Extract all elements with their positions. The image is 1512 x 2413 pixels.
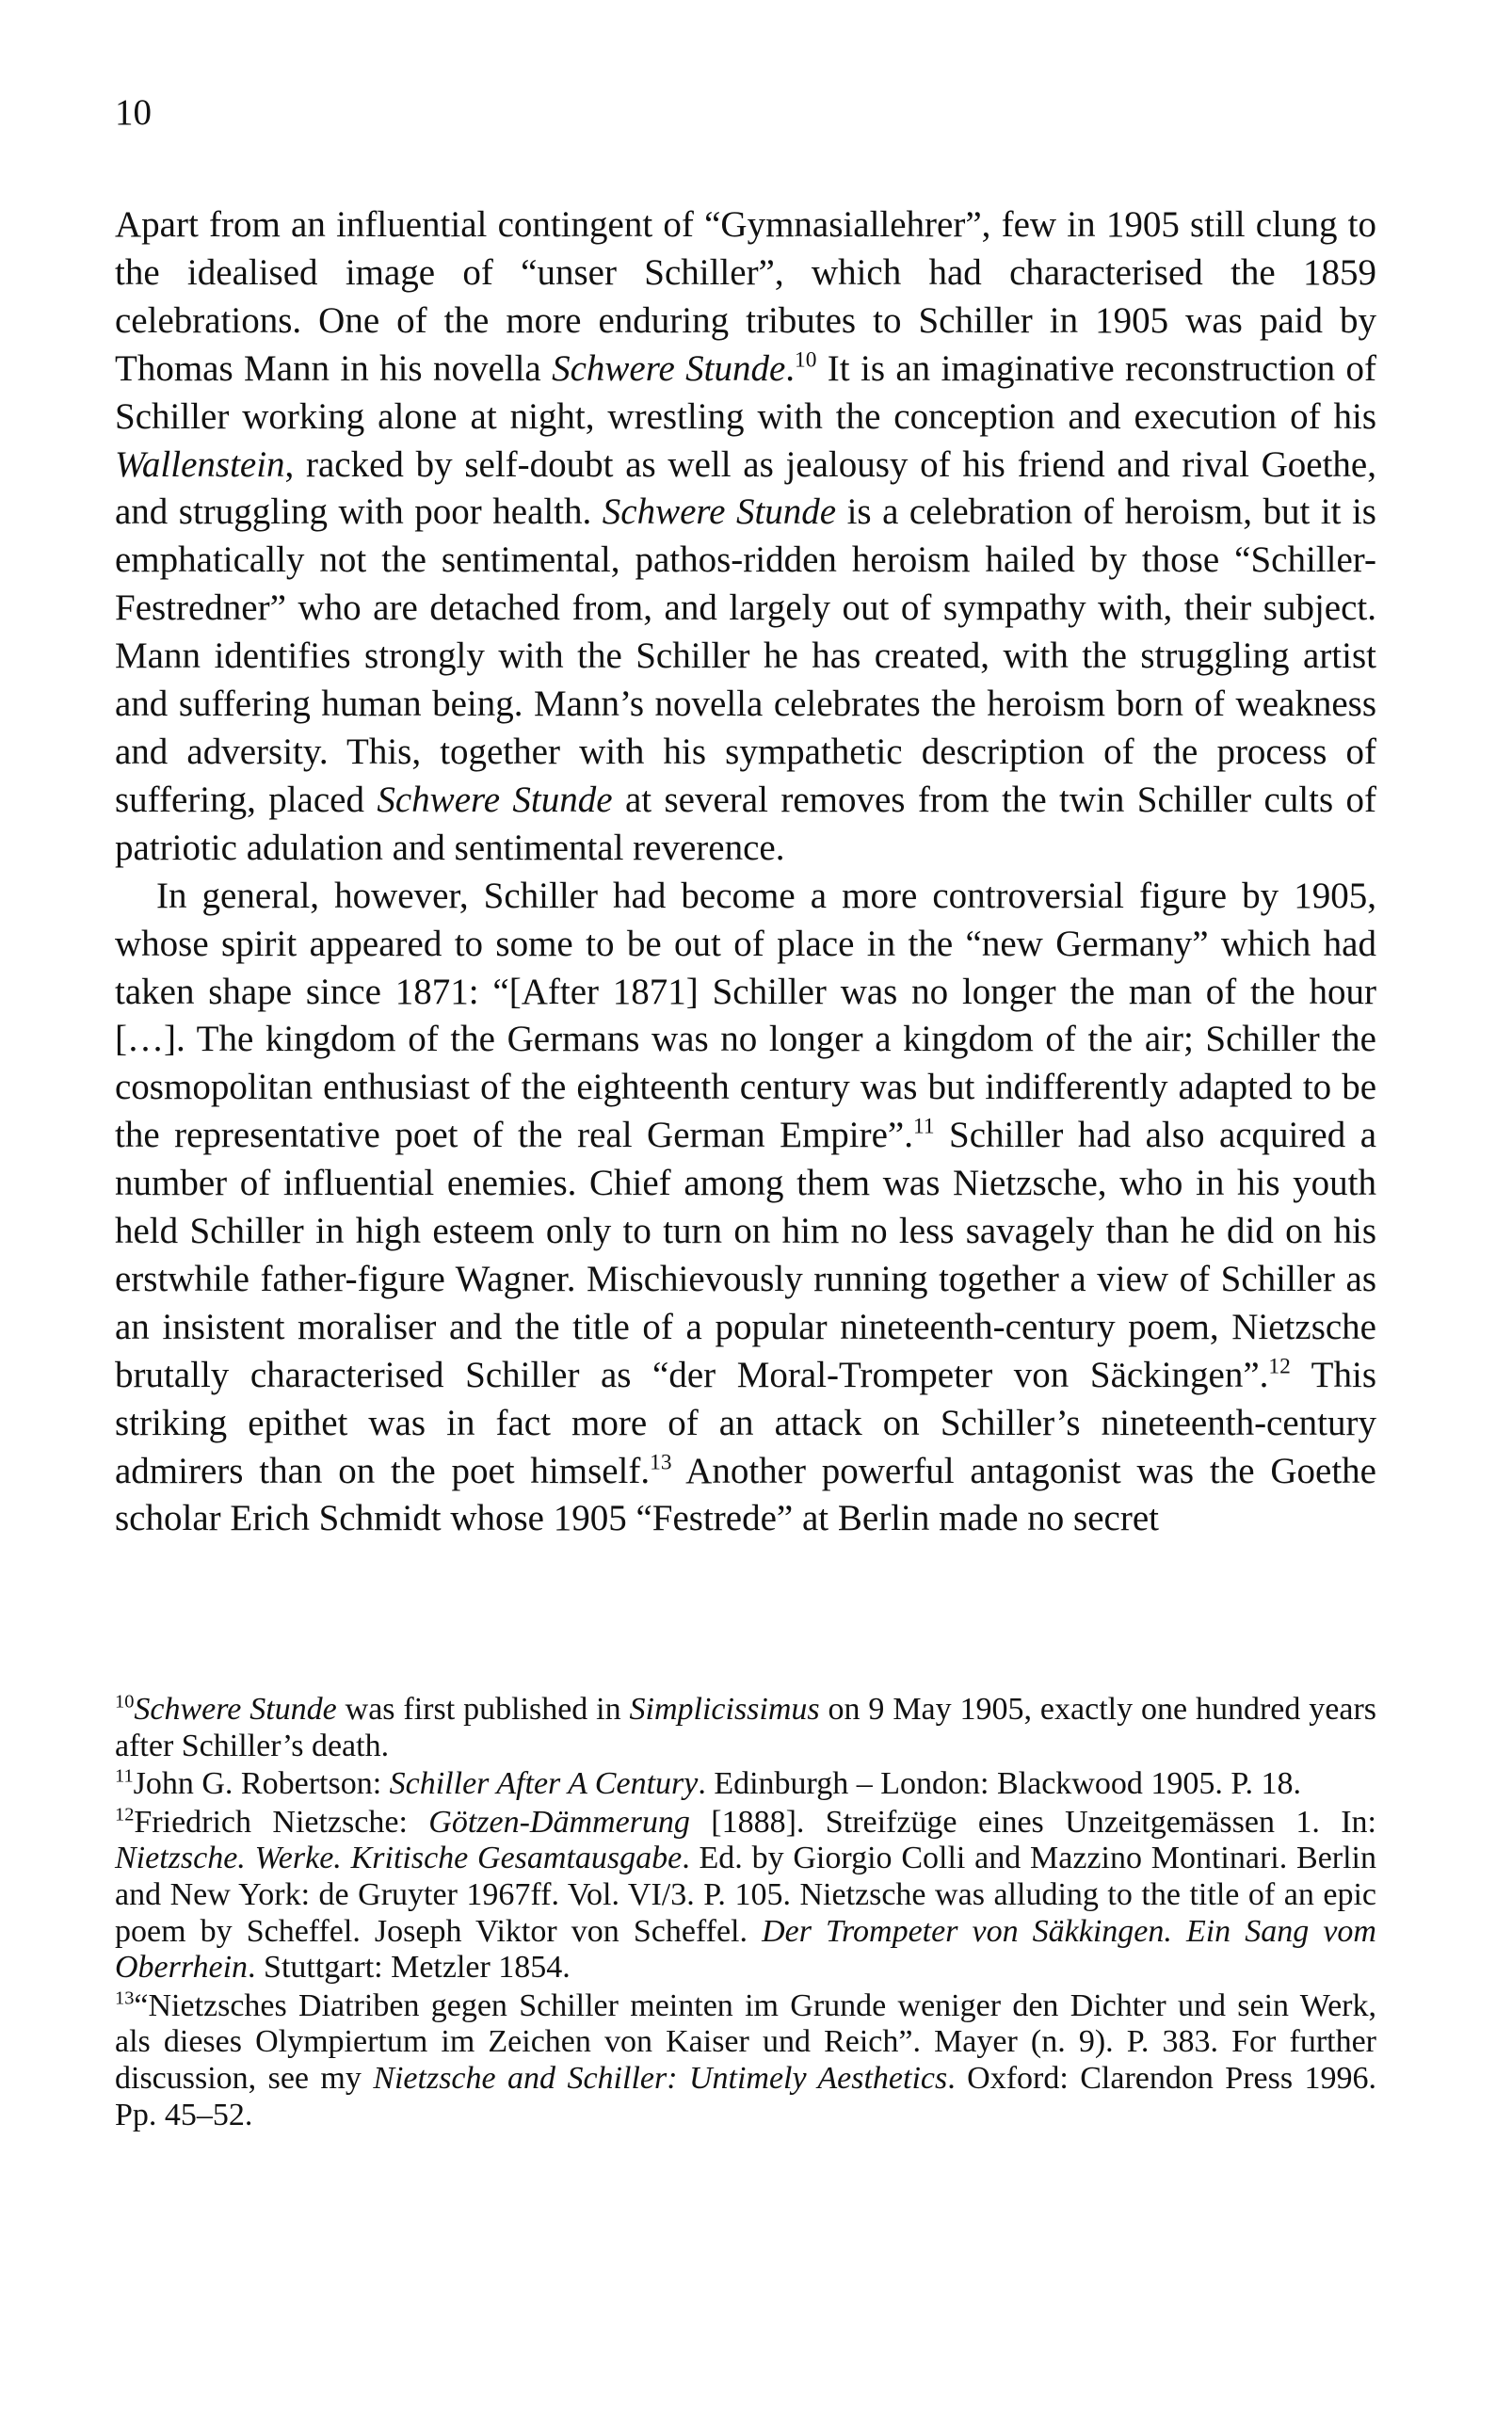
text-run: Friedrich Nietzsche: bbox=[134, 1804, 429, 1840]
italic-title: Der Trompeter von Säkkingen. Ein Sang vom Oberrhein bbox=[115, 1913, 1376, 1986]
footnote-number: 13 bbox=[115, 1987, 135, 2009]
footnote-13 bbox=[115, 1988, 1376, 2133]
text-run: . Edinburgh – London: Blackwood 1905. P. 18. bbox=[698, 1766, 1301, 1802]
footnote-ref-10[interactable]: 10 bbox=[795, 347, 817, 373]
text-run: was first published in bbox=[336, 1692, 630, 1727]
text-run: Apart from an influential contingent of “Gymnasiallehrer”, few in 1905 still clung to the idealised image of “unser Schiller”, which had characterised the 1859 celebrations. One of the more enduring tributes to Schiller in 1905 was paid by Thomas Mann in his novella bbox=[115, 204, 1376, 389]
paragraph-2 bbox=[115, 873, 1376, 1544]
footnote-number: 12 bbox=[115, 1804, 135, 1826]
text-run: is a celebration of heroism, but it is emphatically not the sentimental, pathos-ridden heroism hailed by those “Schiller-Festredner” who are detached from, and largely out of sympathy with, their subject. Mann identifies strongly with the Schiller he has created, with the struggling artist and suffering human being. Mann’s novella celebrates the heroism born of weakness and adversity. This, together with his sympathetic description of the process of suffering, placed bbox=[115, 491, 1376, 820]
footnote-number: 11 bbox=[115, 1765, 134, 1787]
paragraph-1 bbox=[115, 201, 1376, 873]
text-run: at several removes from the twin Schiller cults of patriotic adulation and sentimental reverence. bbox=[115, 779, 1376, 868]
footnotes bbox=[115, 1692, 1376, 2135]
footnote-ref-12[interactable]: 12 bbox=[1268, 1354, 1291, 1379]
italic-title: Schwere Stunde bbox=[377, 779, 613, 820]
main-text bbox=[115, 201, 1376, 1543]
text-run: Schiller had also acquired a number of influential enemies. Chief among them was Nietzsche, who in his youth held Schiller in high esteem only to turn on him no less savagely than he did on his erstwhile father-figure Wagner. Mischievously running together a view of Schiller as an insistent moraliser and the title of a popular nineteenth-century poem, Nietzsche brutally characterised Schiller as “der Moral-Trompeter von Säckingen”. bbox=[115, 1115, 1376, 1395]
italic-title: Schwere Stunde bbox=[602, 491, 837, 533]
text-run: This striking epithet was in fact more of an attack on Schiller’s nineteenth-century admirers than on the poet himself. bbox=[115, 1354, 1376, 1491]
text-run: “Nietzsches Diatriben gegen Schiller meinten im Grunde weniger den Dichter und sein Werk, als dieses Olympiertum im Zeichen von Kaiser und Reich”. Mayer (n. 9). P. 383. For further discussion, see my bbox=[115, 1987, 1376, 2096]
text-run: . Oxford: Clarendon Press 1996. Pp. 45–52. bbox=[115, 2060, 1376, 2132]
text-run: In general, however, Schiller had become a more controversial figure by 1905, whose spirit appeared to some to be out of place in the “new Germany” which had taken shape since 1871: “[After 1871] Schiller was no longer the man of the hour […]. The kingdom of the Germans was no longer a kingdom of the air; Schiller the cosmopolitan enthusiast of the eighteenth century was but indifferently adapted to be the representative poet of the real German Empire”. bbox=[115, 875, 1376, 1156]
italic-title: Schwere Stunde bbox=[134, 1692, 337, 1727]
italic-title: Schiller After A Century bbox=[389, 1766, 699, 1802]
text-run: . Ed. by Giorgio Colli and Mazzino Montinari. Berlin and New York: de Gruyter 1967ff. Vol. VI/3. P. 105. Nietzsche was alluding to the title of an epic poem by Scheffel. Joseph Viktor von Scheffel. bbox=[115, 1841, 1377, 1949]
footnote-12 bbox=[115, 1805, 1376, 1987]
text-run: It is an imaginative reconstruction of Schiller working alone at night, wrestling with the conception and execution of his bbox=[115, 347, 1376, 437]
footnote-10 bbox=[115, 1692, 1376, 1764]
text-run: on 9 May 1905, exactly one hundred years after Schiller’s death. bbox=[115, 1692, 1376, 1763]
text-run: . Stuttgart: Metzler 1854. bbox=[248, 1950, 571, 1986]
footnote-11 bbox=[115, 1766, 1376, 1803]
text-run: , racked by self-doubt as well as jealousy of his friend and rival Goethe, and struggling with poor health. bbox=[115, 443, 1376, 533]
italic-title: Nietzsche. Werke. Kritische Gesamtausgabe bbox=[115, 1841, 683, 1876]
italic-title: Simplicissimus bbox=[629, 1692, 820, 1727]
text-run: Another powerful antagonist was the Goethe scholar Erich Schmidt whose 1905 “Festrede” at Berlin made no secret bbox=[115, 1450, 1376, 1539]
italic-title: Götzen-Dämmerung bbox=[428, 1804, 690, 1840]
footnote-number: 10 bbox=[115, 1691, 135, 1713]
text-run: John G. Robertson: bbox=[133, 1766, 390, 1802]
text-run: [1888]. Streifzüge eines Unzeitgemässen 1. In: bbox=[689, 1804, 1376, 1840]
italic-title: Nietzsche and Schiller: Untimely Aesthetics bbox=[373, 2060, 948, 2096]
italic-title: Schwere Stunde bbox=[552, 347, 786, 389]
footnote-ref-13[interactable]: 13 bbox=[650, 1450, 672, 1475]
italic-title: Wallenstein bbox=[115, 443, 285, 485]
text-run: . bbox=[785, 347, 796, 389]
page-number: 10 bbox=[115, 92, 152, 133]
footnote-ref-11[interactable]: 11 bbox=[913, 1114, 935, 1139]
